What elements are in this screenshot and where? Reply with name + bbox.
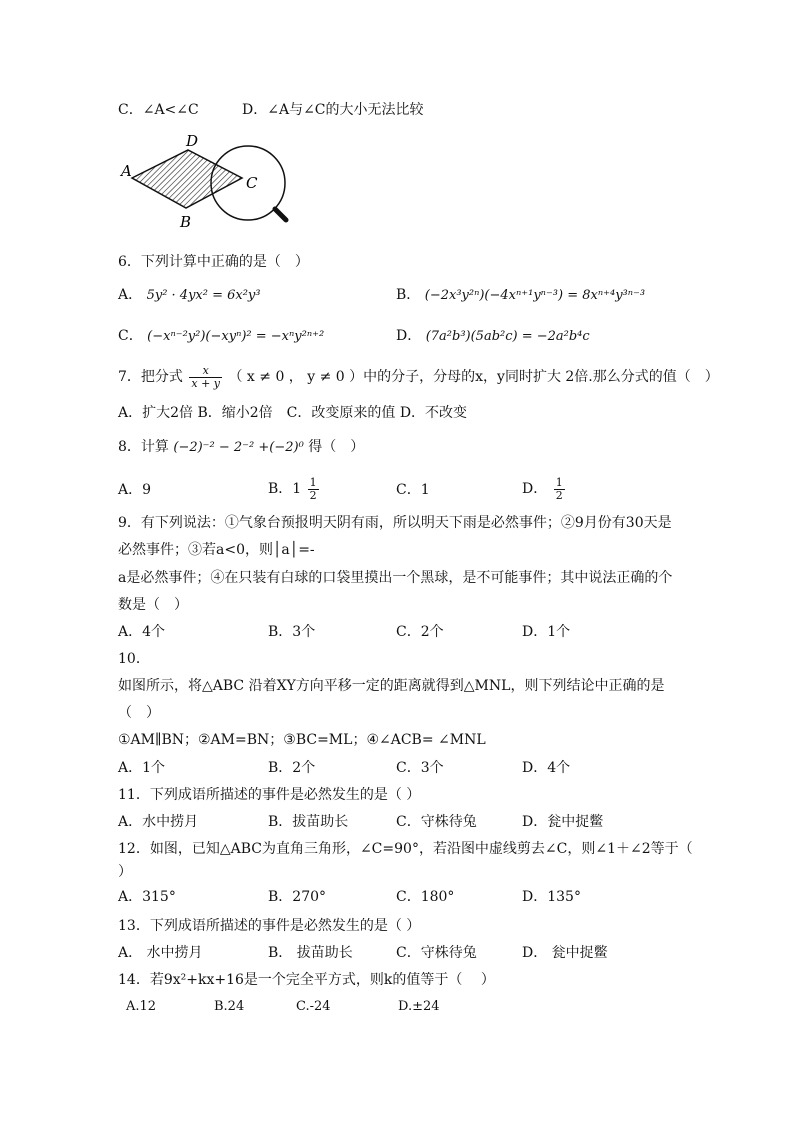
q9-option-d: D．1个 (522, 624, 571, 640)
q6-option-b-expr: (−2x³y²ⁿ)(−4xⁿ⁺¹yⁿ⁻³) = 8xⁿ⁺⁴y³ⁿ⁻³ (424, 288, 646, 303)
q8-stem (118, 437, 364, 458)
q7-options: A．扩大2倍 B．缩小2倍 C．改变原来的值 D．不改变 (118, 405, 468, 421)
q9-line-4: 数是（ ） (118, 597, 188, 613)
q6-option-c-label: C． (118, 328, 143, 344)
q6-option-d-expr: (7a²b³)(5ab²c) = −2a²b⁴c (425, 329, 590, 344)
q14-option-a: A.12 (126, 999, 157, 1014)
q10-option-b: B．2个 (268, 760, 316, 776)
q8-option-d-label: D． (522, 481, 548, 497)
q11-option-d: D．瓮中捉鳖 (522, 814, 604, 830)
q10-line-1: 如图所示，将△ABC 沿着XY方向平移一定的距离就得到△MNL，则下列结论中正确的是 (118, 678, 665, 694)
q9-option-a: A．4个 (118, 624, 166, 640)
magnifier-handle (275, 209, 286, 220)
q6-stem: 6．下列计算中正确的是（ ） (118, 254, 309, 270)
q10-option-c: C．3个 (396, 760, 444, 776)
q14-option-b: B.24 (214, 999, 245, 1014)
q8-option-b-label: B．1 (268, 481, 302, 497)
q14-option-d: D.±24 (398, 999, 440, 1014)
q8-option-b-denominator: 2 (309, 488, 317, 502)
q11-option-b: B．拔苗助长 (268, 814, 349, 830)
q6-option-b (396, 285, 645, 306)
vertex-label-c: C (246, 174, 258, 192)
q8-option-d-numerator: 1 (555, 475, 563, 489)
q9-line-2: 必然事件；③若a<0，则│a│=- (118, 542, 315, 558)
q14-stem: 14．若9x²+kx+16是一个完全平方式，则k的值等于（ ） (118, 972, 495, 988)
q11-stem: 11．下列成语所描述的事件是必然发生的是（ ） (118, 787, 421, 803)
q7-fraction-denominator: x + y (191, 376, 221, 390)
q8-option-b-fraction (308, 477, 319, 502)
rhombus-magnifier-figure (118, 130, 298, 230)
q5-option-c: C．∠A<∠C (118, 102, 199, 118)
q9-option-b: B．3个 (268, 624, 316, 640)
q6-option-b-label: B． (396, 287, 421, 303)
q8-option-d (522, 474, 567, 504)
q6-option-a-expr: 5y² · 4yx² = 6x²y³ (146, 288, 261, 303)
q8-option-d-denominator: 2 (555, 488, 563, 502)
q8-expression: (−2)⁻² − 2⁻² +(−2)⁰ (173, 440, 304, 455)
q12-option-a: A．315° (118, 889, 176, 905)
q13-option-b: B． 拔苗助长 (268, 945, 353, 961)
q8-option-d-fraction (554, 477, 565, 502)
q6-option-c-expr: (−xⁿ⁻²y²)(−xyⁿ)² = −xⁿy²ⁿ⁺² (147, 329, 325, 344)
q9-option-c: C．2个 (396, 624, 444, 640)
q13-stem: 13．下列成语所描述的事件是必然发生的是（ ） (118, 918, 421, 934)
q12-option-c: C．180° (396, 889, 455, 905)
q7-fraction (189, 365, 222, 390)
q6-option-d (396, 326, 590, 347)
q8-option-b-numerator: 1 (309, 475, 317, 489)
vertex-label-d: D (186, 132, 199, 150)
q12-line-2: ） (118, 864, 132, 880)
q8-option-c: C．1 (396, 482, 430, 498)
q10-number: 10． (118, 651, 150, 667)
q11-option-c: C．守株待兔 (396, 814, 477, 830)
q9-line-1: 9．有下列说法：①气象台预报明天阴有雨，所以明天下雨是必然事件；②9月份有30天是 (118, 515, 672, 531)
q10-line-3: ①AM∥BN；②AM=BN；③BC=ML；④∠ACB= ∠MNL (118, 732, 486, 748)
q13-option-d: D． 瓮中捉鳖 (522, 945, 608, 961)
q7-prefix: 7．把分式 (118, 369, 183, 385)
q6-option-d-label: D． (396, 328, 422, 344)
q8-stem-suffix: 得（ ） (308, 439, 365, 455)
q6-option-a-label: A． (118, 287, 143, 303)
q13-option-c: C．守株待兔 (396, 945, 477, 961)
q8-option-a: A．9 (118, 482, 152, 498)
q6-option-c (118, 326, 324, 347)
q8-option-b (268, 474, 321, 504)
q7-stem (118, 364, 719, 390)
q5-option-d: D．∠A与∠C的大小无法比较 (242, 102, 424, 118)
q12-line-1: 12．如图，已知△ABC为直角三角形，∠C=90°，若沿图中虚线剪去∠C，则∠1＋∠2等于（ (118, 841, 693, 857)
q7-fraction-numerator: x (189, 365, 222, 378)
vertex-label-b: B (180, 213, 192, 230)
q11-option-a: A．水中捞月 (118, 814, 199, 830)
q7-suffix: （ x ≠ 0 ， y ≠ 0 ）中的分子，分母的x，y同时扩大 2倍.那么分式的值（ ） (228, 369, 719, 385)
q13-option-a: A． 水中捞月 (118, 945, 203, 961)
q14-option-c: C.-24 (296, 999, 331, 1014)
q10-line-2: （ ） (118, 705, 160, 721)
q9-line-3: a是必然事件；④在只装有白球的口袋里摸出一个黑球，是不可能事件；其中说法正确的个 (118, 570, 673, 586)
q6-option-a (118, 285, 261, 306)
q12-option-b: B．270° (268, 889, 327, 905)
q8-stem-prefix: 8．计算 (118, 439, 169, 455)
vertex-label-a: A (121, 162, 132, 180)
q12-option-d: D．135° (522, 889, 581, 905)
q10-option-a: A．1个 (118, 760, 166, 776)
q10-option-d: D．4个 (522, 760, 571, 776)
